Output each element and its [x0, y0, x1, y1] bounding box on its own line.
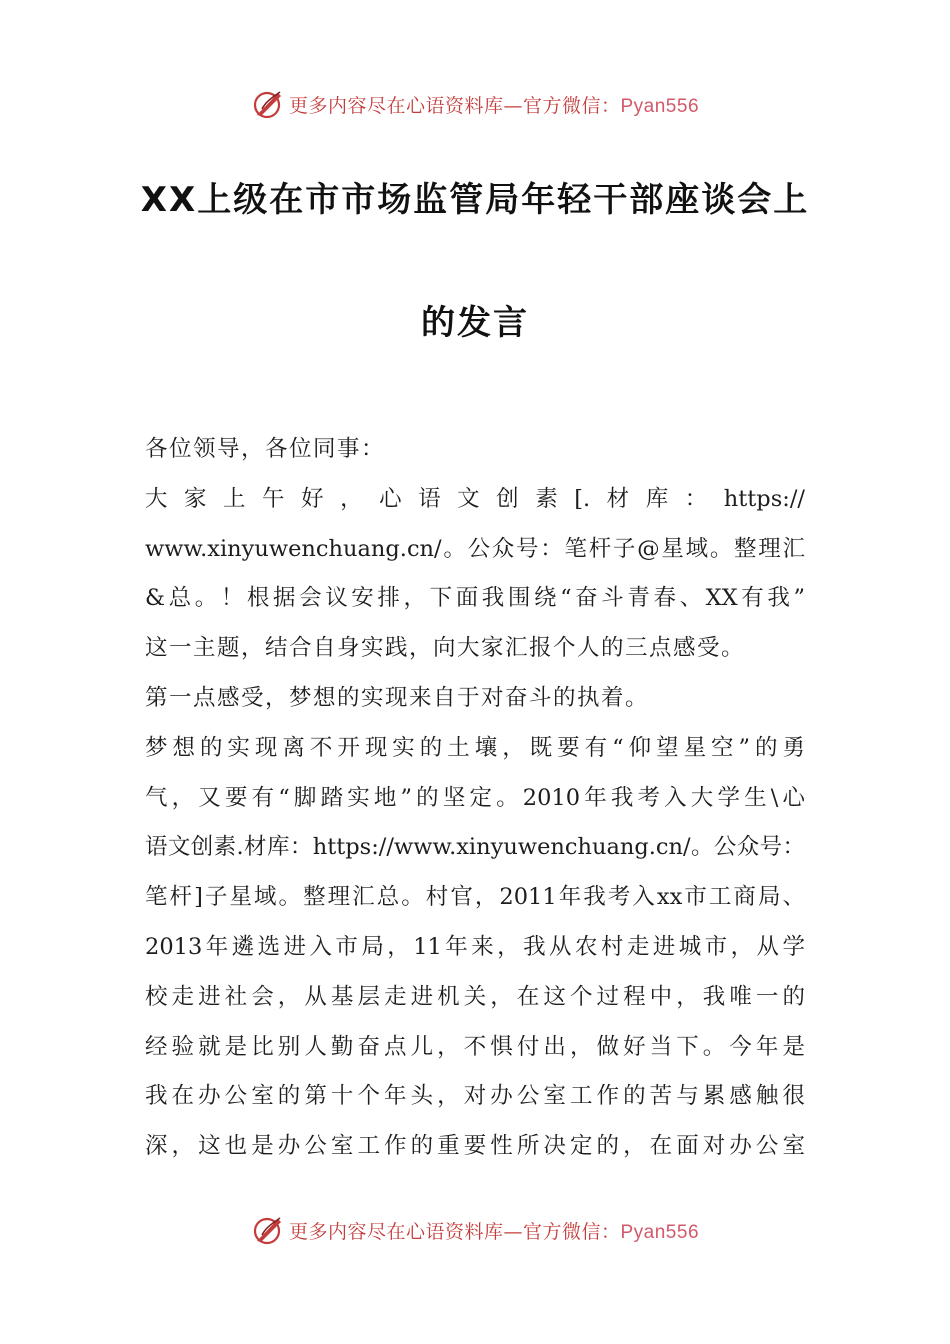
body-line: 第一点感受，梦想的实现来自于对奋斗的执着。	[145, 684, 650, 711]
body-line: 气，又要有“脚踏实地”的坚定。2010年我考入大学生\心	[145, 784, 805, 811]
watermark-text: 更多内容尽在心语资料库—官方微信：Pyan556	[288, 1220, 700, 1243]
page-title-line-2: 的发言	[421, 303, 529, 343]
watermark-text: 更多内容尽在心语资料库—官方微信：Pyan556	[288, 94, 700, 117]
body-line: www.xinyuwenchuang.cn/。公众号：笔杆子@星域。整理汇	[145, 535, 805, 562]
footer-watermark-banner	[0, 1210, 950, 1250]
body-line: 语文创素.材库：https://www.xinyuwenchuang.cn/。公众号：	[145, 834, 805, 861]
body-line: 各位领导，各位同事：	[145, 436, 386, 462]
body-line: 这一主题，结合自身实践，向大家汇报个人的三点感受。	[145, 635, 746, 662]
header-watermark-banner	[0, 84, 950, 124]
quill-logo-icon	[251, 87, 285, 121]
body-line: &总。！根据会议安排，下面我围绕“奋斗青春、XX有我”	[145, 585, 805, 612]
quill-logo-icon	[251, 1213, 285, 1247]
body-line: 深，这也是办公室工作的重要性所决定的，在面对办公室	[145, 1133, 805, 1160]
body-line: 梦想的实现离不开现实的土壤，既要有“仰望星空”的勇	[145, 734, 805, 761]
body-line: 经验就是比别人勤奋点儿，不惧付出，做好当下。今年是	[145, 1033, 805, 1060]
body-line: 我在办公室的第十个年头，对办公室工作的苦与累感触很	[145, 1083, 805, 1110]
page-title-line-1: XX上级在市市场监管局年轻干部座谈会上	[140, 180, 810, 220]
speech-body	[145, 425, 805, 1172]
body-line: 笔杆]子星域。整理汇总。村官，2011年我考入xx市工商局、	[145, 884, 805, 911]
body-line: 大家上午好，心语文创素[.材库：https://	[145, 485, 805, 512]
body-line: 2013年遴选进入市局，11年来，我从农村走进城市，从学	[145, 933, 805, 960]
body-line: 校走进社会，从基层走进机关，在这个过程中，我唯一的	[145, 983, 805, 1010]
